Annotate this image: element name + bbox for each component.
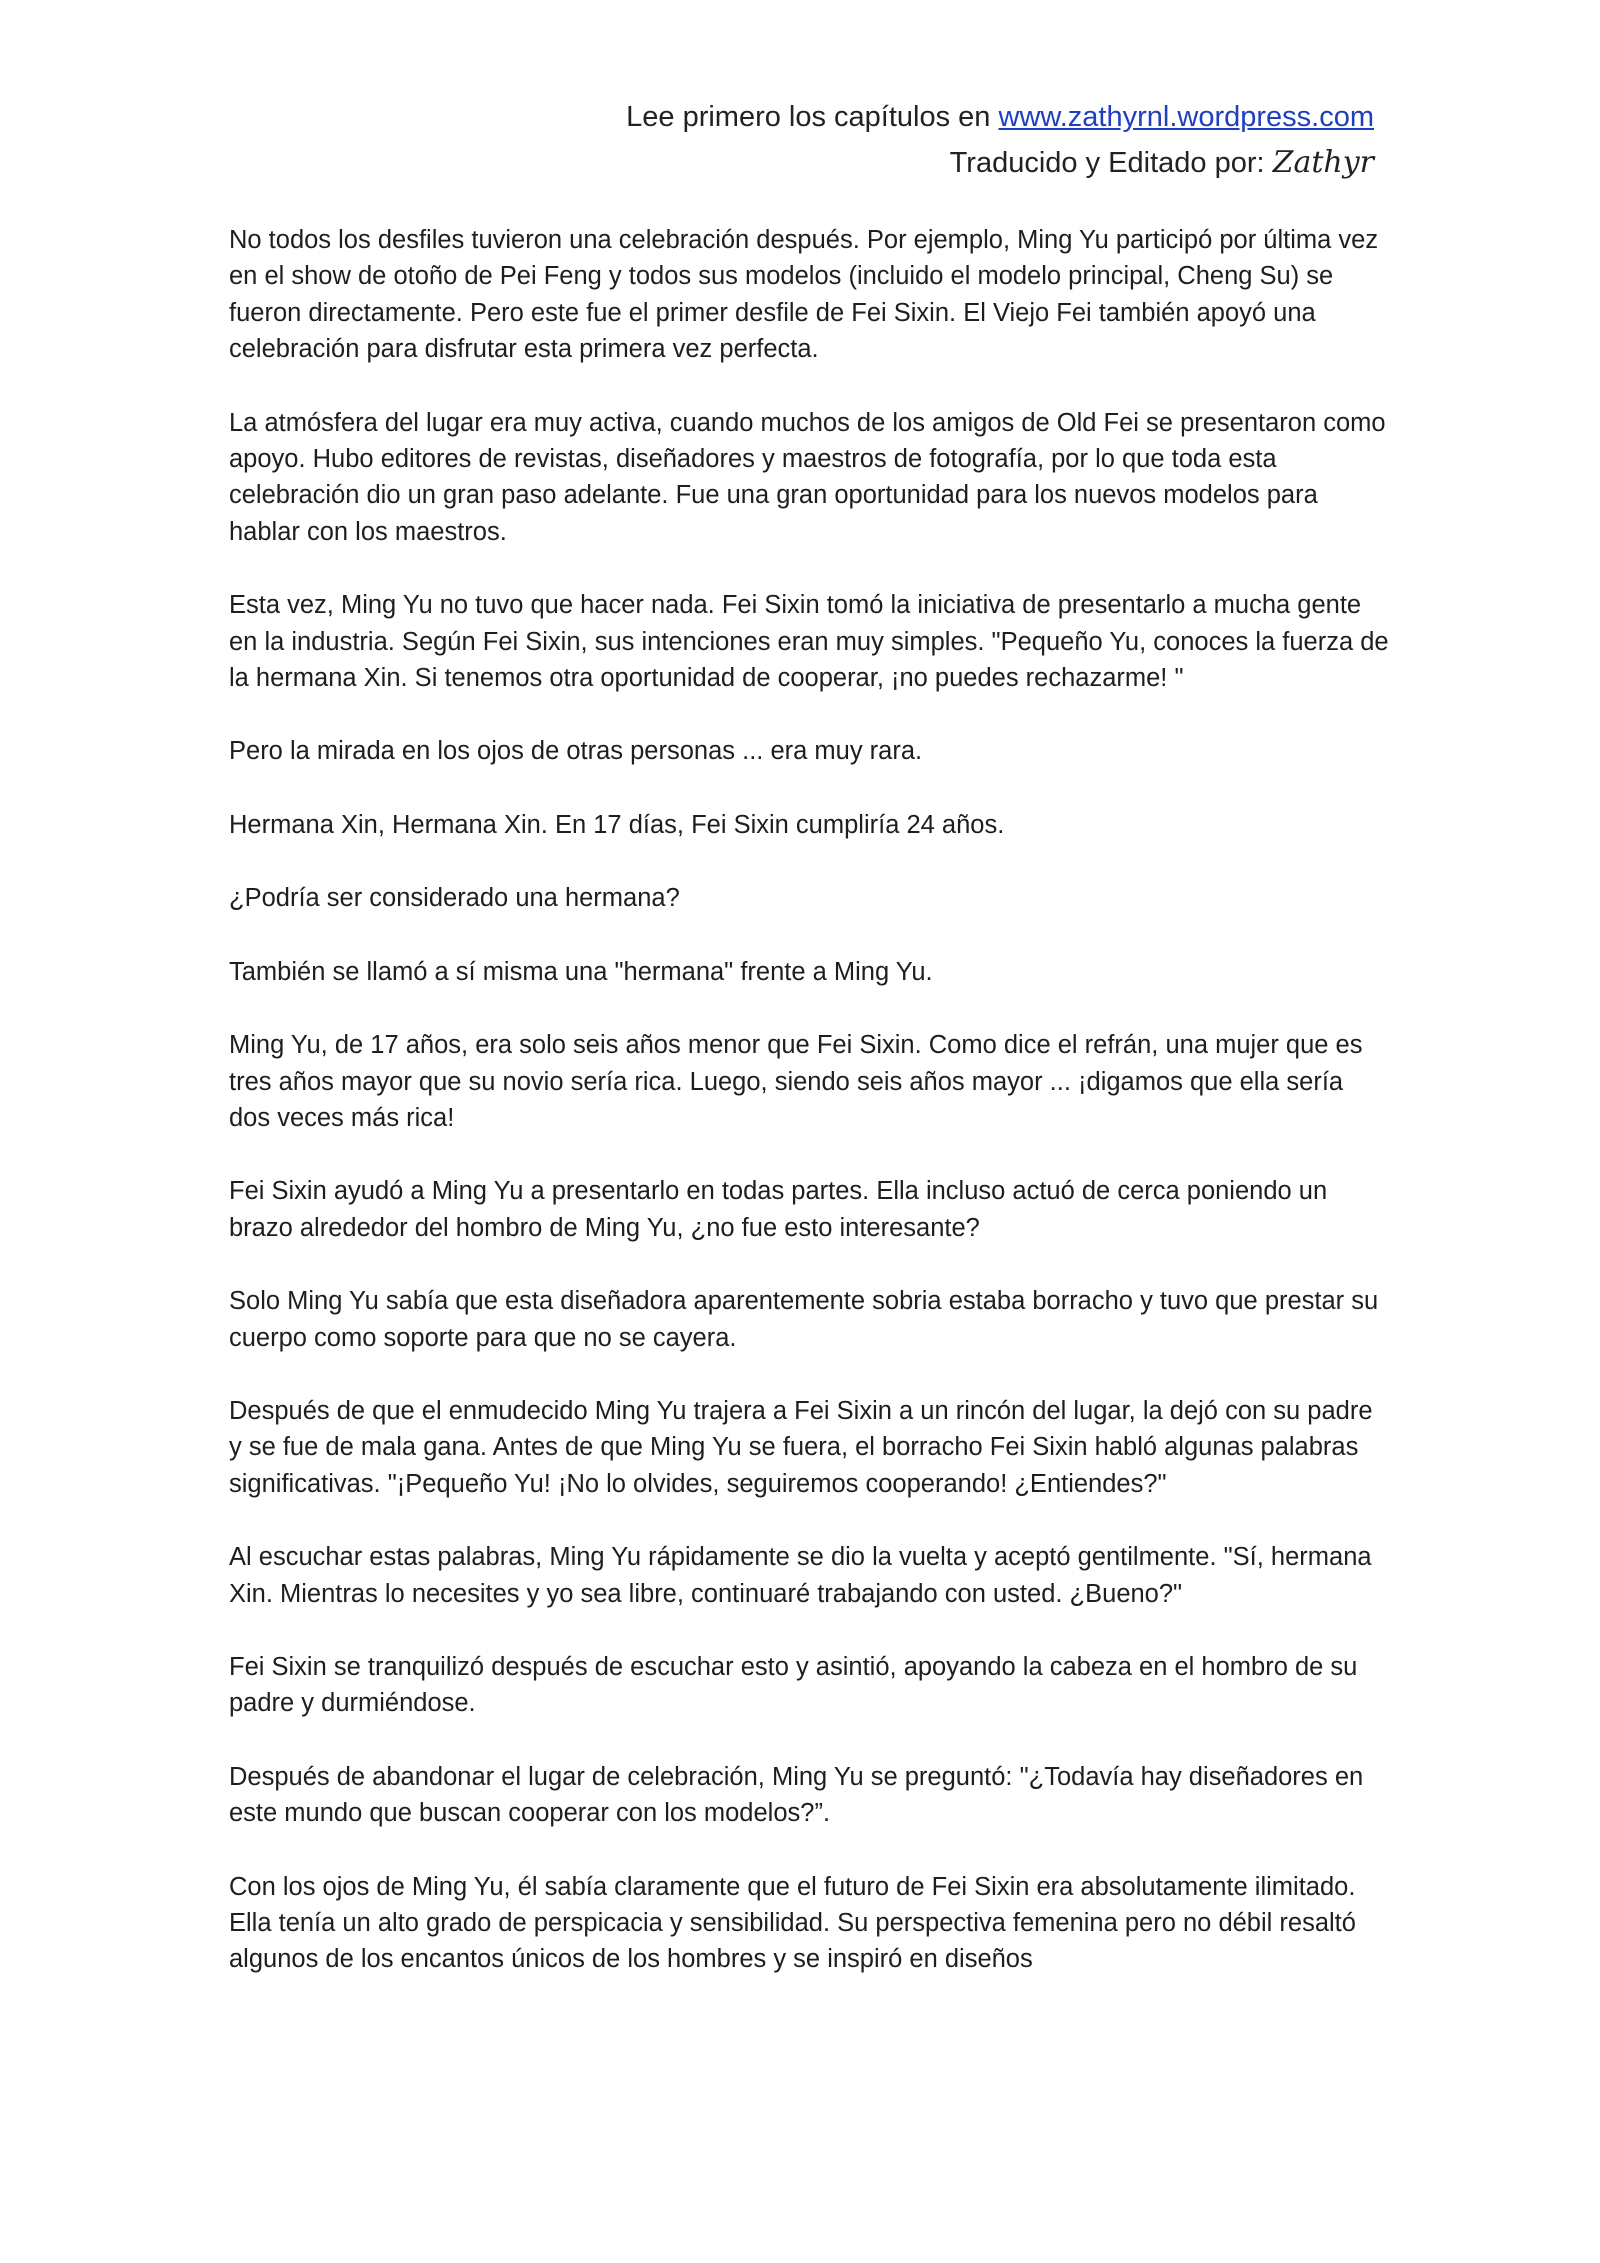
header-line-read-first: [626, 94, 1374, 140]
paragraph: ¿Podría ser considerado una hermana?: [229, 884, 680, 913]
header-read-first-text: Lee primero los capítulos en: [626, 101, 999, 133]
paragraph: Con los ojos de Ming Yu, él sabía claramente que el futuro de Fei Sixin era absolutamente ilimitado. Ella tenía un alto grado de perspicacia y sensibilidad. Su perspectiva femenina pero no débil resaltó algunos de los encantos únicos de los hombres y se inspiró en diseños: [229, 1872, 1356, 1974]
page-header: [626, 94, 1374, 186]
header-line-credits: [626, 140, 1374, 186]
paragraph: Hermana Xin, Hermana Xin. En 17 días, Fei Sixin cumpliría 24 años.: [229, 810, 1005, 839]
paragraph: Pero la mirada en los ojos de otras personas ... era muy rara.: [229, 737, 923, 766]
paragraph: Después de abandonar el lugar de celebración, Ming Yu se preguntó: "¿Todavía hay diseñadores en este mundo que buscan cooperar con los modelos?”.: [229, 1762, 1364, 1828]
paragraph: No todos los desfiles tuvieron una celebración después. Por ejemplo, Ming Yu participó por última vez en el show de otoño de Pei Feng y todos sus modelos (incluido el modelo principal, Cheng Su) se fueron directamente. Pero este fue el primer desfile de Fei Sixin. El Viejo Fei también apoyó una celebración para disfrutar esta primera vez perfecta.: [229, 226, 1379, 364]
paragraph: Fei Sixin ayudó a Ming Yu a presentarlo en todas partes. Ella incluso actuó de cerca poniendo un brazo alrededor del hombro de Ming Yu, ¿no fue esto interesante?: [229, 1177, 1328, 1242]
paragraph: Después de que el enmudecido Ming Yu trajera a Fei Sixin a un rincón del lugar, la dejó con su padre y se fue de mala gana. Antes de que Ming Yu se fuera, el borracho Fei Sixin habló algunas palabras significativas. "¡Pequeño Yu! ¡No lo olvides, seguiremos cooperando! ¿Entiendes?": [229, 1396, 1373, 1498]
paragraph: La atmósfera del lugar era muy activa, cuando muchos de los amigos de Old Fei se presentaron como apoyo. Hubo editores de revistas, diseñadores y maestros de fotografía, por lo que toda esta celebración dio un gran paso adelante. Fue una gran oportunidad para los nuevos modelos para hablar con los maestros.: [229, 408, 1386, 546]
paragraph: Fei Sixin se tranquilizó después de escuchar esto y asintió, apoyando la cabeza en el hombro de su padre y durmiéndose.: [229, 1652, 1358, 1718]
document-body: [229, 222, 1389, 2015]
wordpress-link[interactable]: www.zathyrnl.wordpress.com: [998, 101, 1374, 133]
paragraph: Esta vez, Ming Yu no tuvo que hacer nada. Fei Sixin tomó la iniciativa de presentarlo a mucha gente en la industria. Según Fei Sixin, sus intenciones eran muy simples. "Pequeño Yu, conoces la fuerza de la hermana Xin. Si tenemos otra oportunidad de cooperar, ¡no puedes rechazarme! ": [229, 591, 1389, 693]
paragraph: Ming Yu, de 17 años, era solo seis años menor que Fei Sixin. Como dice el refrán, una mujer que es tres años mayor que su novio sería rica. Luego, siendo seis años mayor ... ¡digamos que ella sería dos veces más rica!: [229, 1031, 1363, 1132]
paragraph: Solo Ming Yu sabía que esta diseñadora aparentemente sobria estaba borracho y tuvo que prestar su cuerpo como soporte para que no se cayera.: [229, 1287, 1379, 1352]
header-credits-text: Traducido y Editado por:: [949, 147, 1273, 179]
paragraph: Al escuchar estas palabras, Ming Yu rápidamente se dio la vuelta y aceptó gentilmente. "Sí, hermana Xin. Mientras lo necesites y yo sea libre, continuaré trabajando con usted. ¿Bueno?": [229, 1543, 1372, 1608]
translator-name: Zathyr: [1272, 145, 1374, 180]
paragraph: También se llamó a sí misma una "hermana" frente a Ming Yu.: [229, 957, 933, 986]
